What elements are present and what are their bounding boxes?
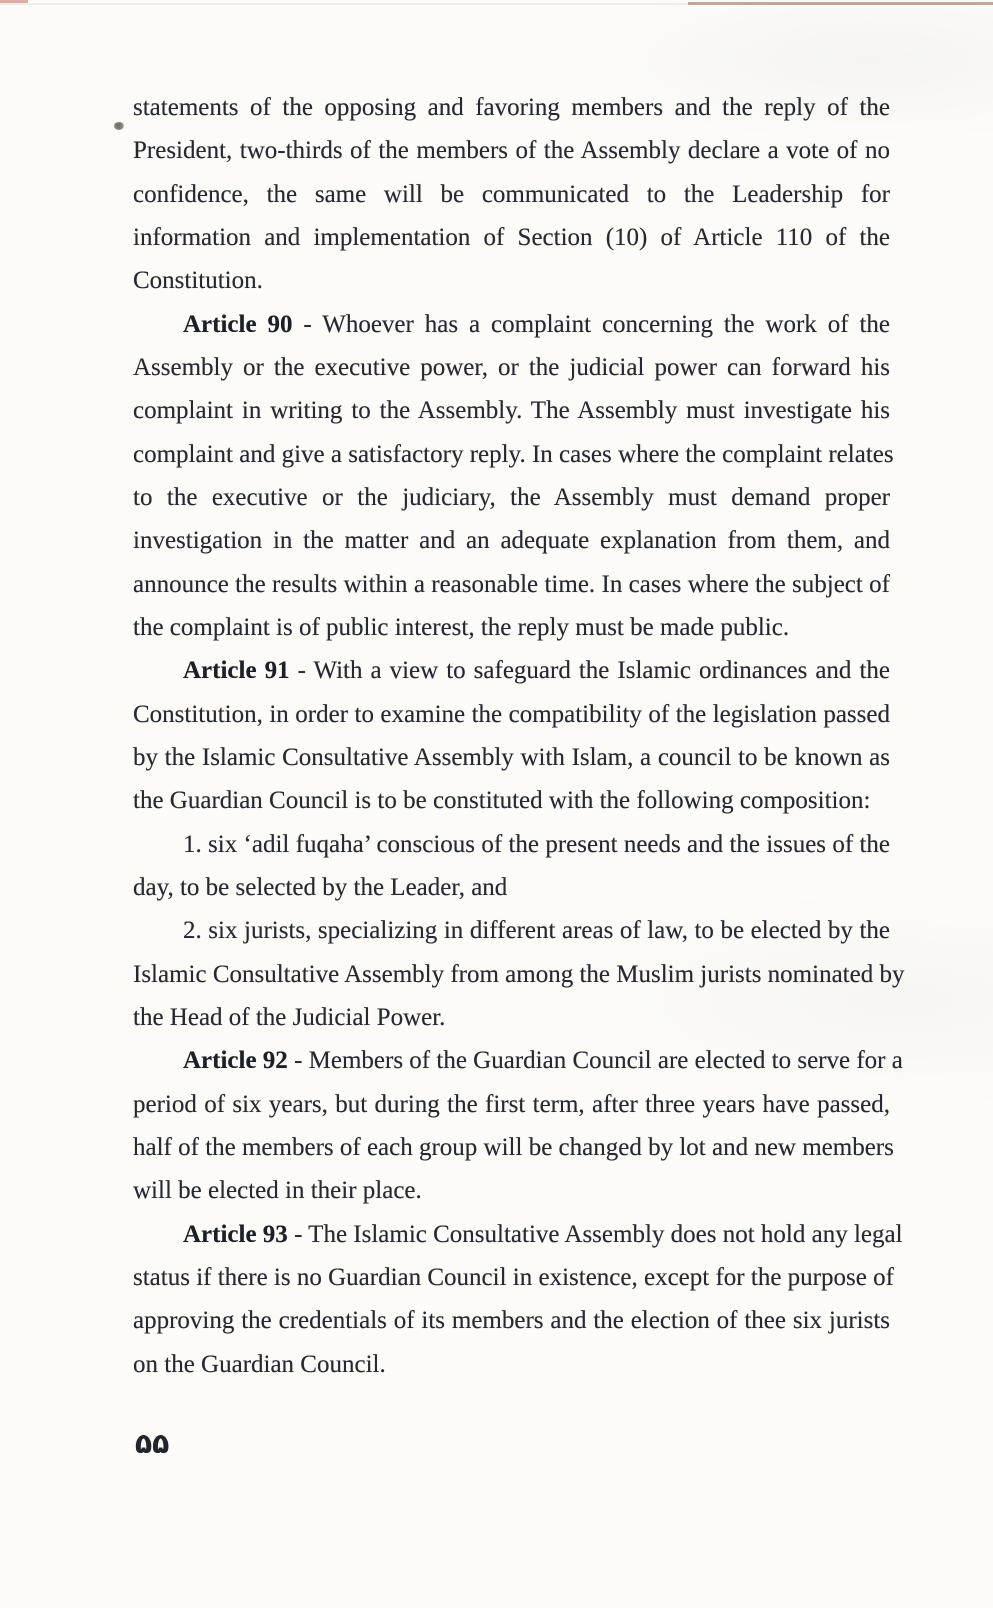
text-line <box>133 909 890 952</box>
line-text: announce the results within a reasonable time. In cases where the subject of <box>133 570 890 598</box>
text-line <box>133 866 890 909</box>
line-text: 2. six jurists, specializing in different areas of law, to be elected by the <box>183 917 890 945</box>
line-text: approving the credentials of its members and the election of thee six jurists <box>133 1307 890 1335</box>
text-line <box>133 996 890 1039</box>
text-line <box>133 779 890 822</box>
line-text: - The Islamic Consultative Assembly does not hold any legal <box>287 1220 903 1248</box>
text-line <box>133 346 890 389</box>
text-line <box>133 1299 890 1342</box>
text-line <box>133 216 890 259</box>
text-line <box>133 303 890 346</box>
line-text: by the Islamic Consultative Assembly with Islam, a council to be known as <box>133 743 890 771</box>
line-text: the Guardian Council is to be constituted with the following composition: <box>133 787 871 815</box>
line-text: Constitution, in order to examine the compatibility of the legislation passed <box>133 700 890 728</box>
text-line <box>133 173 890 216</box>
text-line <box>133 693 890 736</box>
text-line <box>133 476 890 519</box>
line-text: status if there is no Guardian Council in existence, except for the purpose of <box>133 1263 894 1291</box>
line-text: 1. six ‘adil fuqaha’ conscious of the present needs and the issues of the <box>183 830 890 858</box>
line-text: complaint in writing to the Assembly. The Assembly must investigate his <box>133 397 890 425</box>
line-text: will be elected in their place. <box>133 1177 422 1205</box>
line-text: President, two-thirds of the members of the Assembly declare a vote of no <box>133 137 890 165</box>
line-text: Constitution. <box>133 267 263 295</box>
text-line <box>133 953 905 996</box>
page-number: ۵۵ <box>135 1427 170 1460</box>
line-text: the Head of the Judicial Power. <box>133 1003 446 1031</box>
scan-edge-red-mark <box>0 0 28 3</box>
line-text: statements of the opposing and favoring members and the reply of the <box>133 94 890 121</box>
text-line <box>133 1169 890 1212</box>
article-number-label: Article 92 <box>183 1047 288 1075</box>
document-text <box>133 86 905 1386</box>
line-text: day, to be selected by the Leader, and <box>133 873 508 901</box>
text-line <box>133 606 890 649</box>
line-text: - Whoever has a complaint concerning the work of the <box>292 310 891 338</box>
line-text: Assembly or the executive power, or the judicial power can forward his <box>133 353 890 381</box>
line-text: the complaint is of public interest, the reply must be made public. <box>133 613 790 641</box>
article-number-label: Article 90 <box>183 310 293 338</box>
line-text: Islamic Consultative Assembly from among the Muslim jurists nominated by <box>133 960 905 988</box>
text-line <box>133 433 894 476</box>
text-line <box>133 1126 894 1169</box>
article-number-label: Article 93 <box>183 1220 288 1248</box>
article-number-label: Article 91 <box>183 657 290 685</box>
scan-ink-speck <box>114 122 124 130</box>
line-text: investigation in the matter and an adequate explanation from them, and <box>133 527 890 555</box>
text-line <box>133 736 890 779</box>
line-text: information and implementation of Section (10) of Article 110 of the <box>133 223 890 251</box>
text-line <box>133 823 890 866</box>
text-line <box>133 129 890 172</box>
text-line <box>133 1213 903 1256</box>
text-line <box>133 389 890 432</box>
text-line <box>133 86 890 129</box>
text-line <box>133 1083 890 1126</box>
text-line <box>133 1039 903 1082</box>
text-line <box>133 1256 894 1299</box>
text-line <box>133 649 890 692</box>
line-text: period of six years, but during the first term, after three years have passed, <box>133 1090 890 1118</box>
line-text: - With a view to safeguard the Islamic ordinances and the <box>289 657 890 685</box>
text-line <box>133 1343 890 1386</box>
line-text: - Members of the Guardian Council are elected to serve for a <box>287 1047 903 1075</box>
text-line <box>133 563 890 606</box>
line-text: on the Guardian Council. <box>133 1350 386 1378</box>
line-text: complaint and give a satisfactory reply. In cases where the complaint relates <box>133 440 894 468</box>
text-line <box>133 519 890 562</box>
text-line <box>133 259 890 302</box>
line-text: half of the members of each group will be changed by lot and new members <box>133 1133 894 1161</box>
scan-edge-brown-line <box>688 2 993 5</box>
line-text: to the executive or the judiciary, the Assembly must demand proper <box>133 483 890 511</box>
line-text: confidence, the same will be communicated to the Leadership for <box>133 180 890 208</box>
